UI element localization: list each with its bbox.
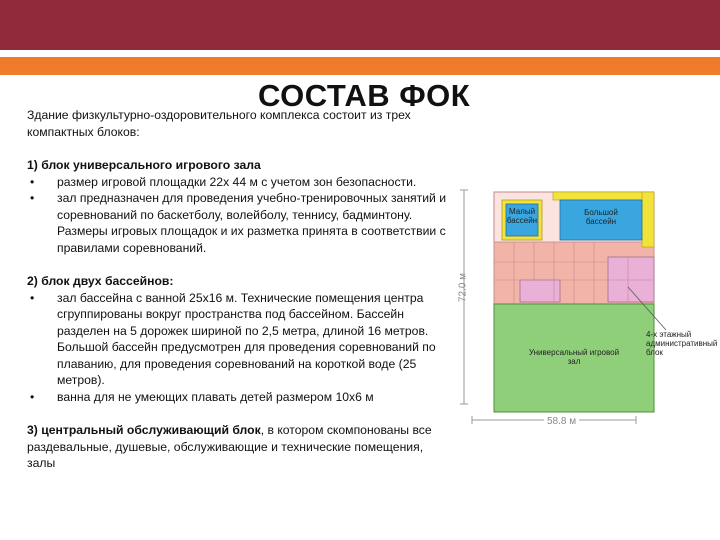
- small-pool-label: Малый бассейн: [506, 207, 538, 225]
- floor-plan: [458, 162, 720, 440]
- accent-band: [0, 57, 720, 75]
- block2-bullet-1: зал бассейна с ванной 25х16 м. Технические помещения центра сгруппированы вокруг пространства под бассейном. Бассейн разделен на 5 дорожек шириной по 2,5 метра, длиной 16 метров. Большой бассейн предусмотрен для проведения соревнований по плаванию, для проведения соревнований на короткой воде (25 метров).: [57, 290, 436, 387]
- intro-text: Здание физкультурно-оздоровительного комплекса состоит из трех компактных блоков:: [27, 108, 411, 139]
- block3-text: , в котором скомпонованы все раздевальные, душевые, обслуживающие и технические помещения, залы: [27, 423, 432, 470]
- list-item: [27, 174, 447, 191]
- header-band: [0, 0, 720, 50]
- block3-heading: 3) центральный обслуживающий блок: [27, 423, 261, 437]
- block3-paragraph: [27, 422, 447, 472]
- list-item: [27, 389, 447, 406]
- height-dimension-label: 72.0 м: [457, 272, 469, 303]
- bullet-icon: •: [30, 191, 35, 205]
- list-item: [27, 290, 447, 389]
- floor-plan-drawing: [458, 162, 720, 440]
- block2-heading: 2) блок двух бассейнов:: [27, 274, 174, 288]
- bullet-icon: •: [30, 389, 35, 404]
- block1-bullet-1: размер игровой площадки 22х 44 м с учетом зон безопасности.: [57, 174, 417, 189]
- bullet-icon: •: [30, 290, 35, 305]
- list-item: [27, 190, 447, 256]
- block1-bullet-2: зал предназначен для проведения учебно-тренировочных занятий и соревнований по баскетболу, волейболу, теннису, бадминтону. Размеры игровых площадок и их разметка принята в соответствии с правилами соревнований.: [57, 191, 447, 255]
- block1-heading: 1) блок универсального игрового зала: [27, 158, 261, 172]
- slide-title: СОСТАВ ФОК: [258, 78, 471, 113]
- width-dimension-label: 58.8 м: [544, 416, 579, 427]
- text-column: [27, 107, 447, 472]
- sports-hall-label: Универсальный игровой зал: [528, 348, 620, 366]
- admin-block-label: 4-х этажный административный блок: [646, 330, 718, 357]
- big-pool-label: Большой бассейн: [584, 208, 618, 226]
- bullet-icon: •: [30, 174, 35, 189]
- block2-bullet-2: ванна для не умеющих плавать детей размером 10х6 м: [57, 389, 374, 404]
